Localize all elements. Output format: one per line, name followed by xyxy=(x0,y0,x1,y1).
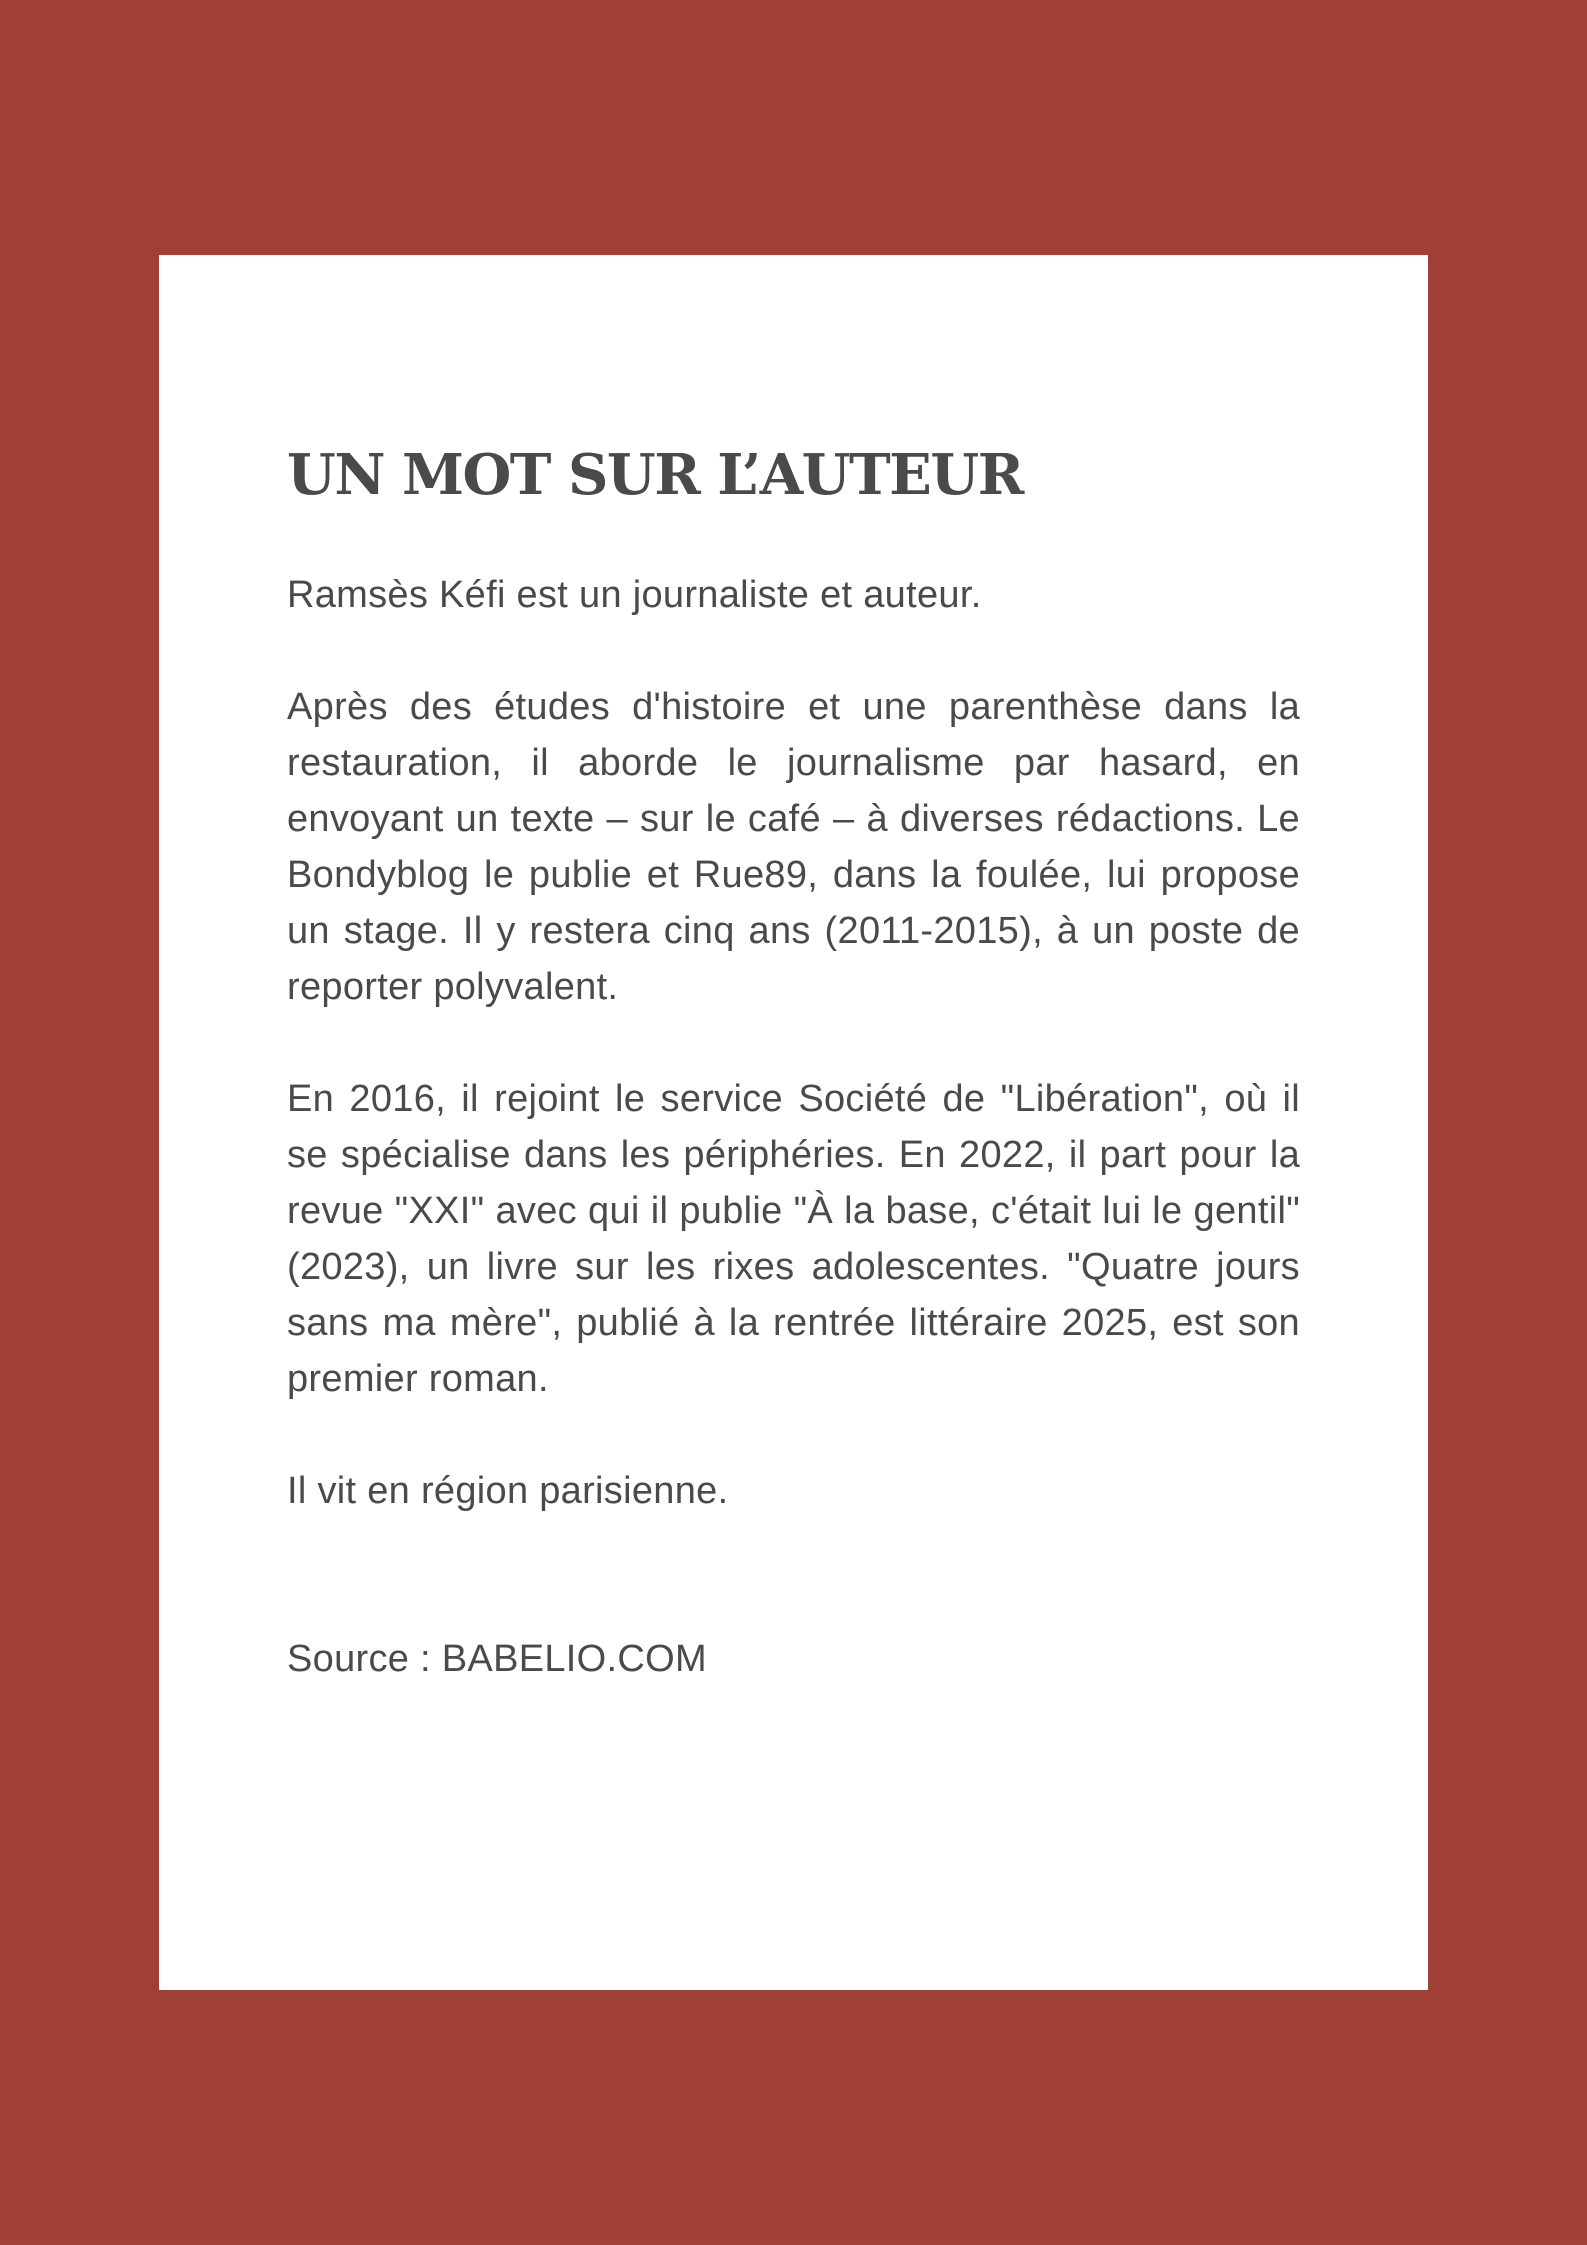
author-card xyxy=(159,255,1428,1990)
source-credit: Source : BABELIO.COM xyxy=(287,1637,707,1680)
paragraph-residence: Il vit en région parisienne. xyxy=(287,1469,729,1512)
paragraph-career: Après des études d'histoire et une parenthèse dans la restauration, il aborde le journalisme par hasard, en envoyant un texte – sur le café – à diverses rédactions. Le Bondyblog le publie et Rue89, dans la foulée, lui propose un stage. Il y restera cinq ans (2011-2015), à un poste de reporter polyvalent. xyxy=(287,685,1300,1008)
paragraph-liberation: En 2016, il rejoint le service Société de "Libération", où il se spécialise dans les périphéries. En 2022, il part pour la revue "XXI" avec qui il publie "À la base, c'était lui le gentil" (2023), un livre sur les rixes adolescentes. "Quatre jours sans ma mère", publié à la rentrée littéraire 2025, est son premier roman. xyxy=(287,1077,1300,1400)
paragraph-intro: Ramsès Kéfi est un journaliste et auteur. xyxy=(287,573,982,616)
page-title: UN MOT SUR L’AUTEUR xyxy=(287,442,1023,508)
